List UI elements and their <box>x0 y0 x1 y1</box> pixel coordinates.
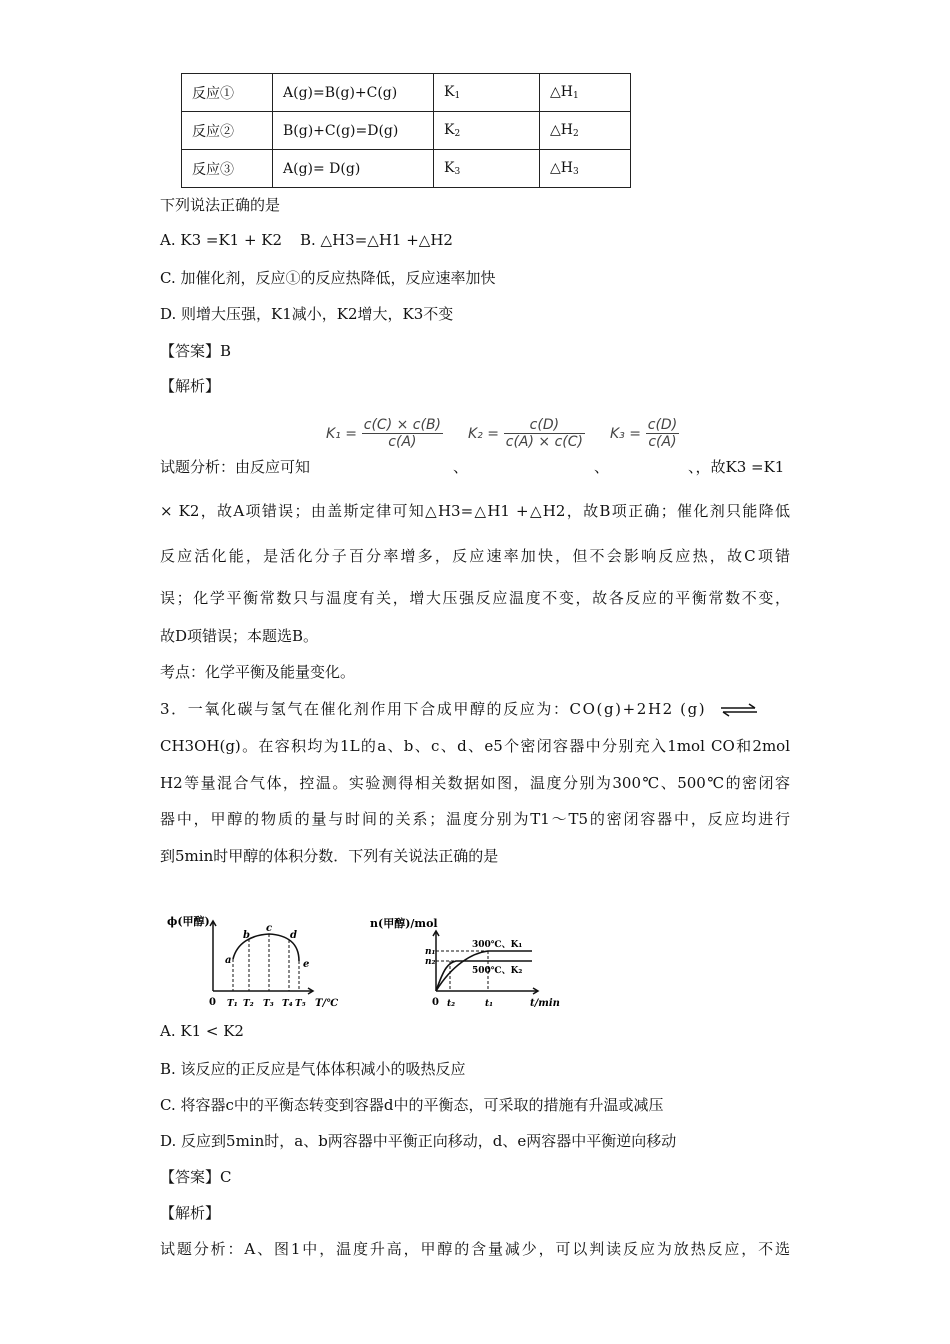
reaction-row <box>182 74 631 112</box>
q2-prompt: 下列说法正确的是 <box>160 196 281 214</box>
reaction-name: 反应① <box>192 85 234 102</box>
q3-line-4: 器中，甲醇的物质的量与时间的关系；温度分别为T1～T5的密闭容器中，反应均进行 <box>160 810 790 828</box>
reaction-equation-cell <box>273 74 434 112</box>
q3-line-5: 到5min时甲醇的体积分数．下列有关说法正确的是 <box>160 847 499 865</box>
kaodian: 考点：化学平衡及能量变化。 <box>160 663 356 681</box>
fig2-origin: 0 <box>432 997 439 1008</box>
equilibrium-constant-subscript: 3 <box>454 167 461 177</box>
q2-analysis-heading: 【解析】 <box>160 377 221 395</box>
equilibrium-constant-subscript: 1 <box>454 91 461 101</box>
fig2-xlabel: t/min <box>530 998 560 1009</box>
k3-fraction <box>646 417 679 450</box>
fig2-ylabel: n(甲醇)/mol <box>370 917 438 930</box>
enthalpy-change-cell <box>540 150 631 188</box>
k2-fraction <box>504 417 585 450</box>
fig1-point-a: a <box>225 955 232 966</box>
equilibrium-constant-cell <box>434 74 540 112</box>
q3-line-2: CH3OH(g)。在容积均为1L的a、b、c、d、e5个密闭容器中分别充入1mol CO和2mol <box>160 737 790 755</box>
q3-option-b: B. 该反应的正反应是气体体积减小的吸热反应 <box>160 1060 466 1078</box>
equilibrium-constant: K <box>444 84 455 100</box>
fig1-point-e: e <box>303 959 310 970</box>
enthalpy-change-subscript: 1 <box>572 91 579 101</box>
fig1-origin: 0 <box>209 997 216 1008</box>
reaction-name-cell <box>182 74 273 112</box>
equilibrium-constant-cell <box>434 150 540 188</box>
k2-denominator: c(A) × c(C) <box>505 434 583 450</box>
fig1-point-d: d <box>290 930 297 941</box>
k1-formula <box>326 417 443 450</box>
q3-line-1 <box>160 698 759 719</box>
analysis-line-4: 误；化学平衡常数只与温度有关，增大压强反应温度不变，故各反应的平衡常数不变， <box>160 589 790 607</box>
fig1-tick-t3: T₃ <box>263 999 274 1009</box>
fig1-tick-t5: T₅ <box>295 999 306 1009</box>
k2-formula <box>468 417 585 450</box>
fig1-point-b: b <box>243 930 250 941</box>
q3-option-c: C. 将容器c中的平衡态转变到容器d中的平衡态，可采取的措施有升温或减压 <box>160 1096 664 1114</box>
fig1-point-c: c <box>266 923 273 934</box>
reaction-name-cell <box>182 150 273 188</box>
q3-answer: 【答案】C <box>160 1168 232 1186</box>
k3-formula <box>610 417 679 450</box>
k3-lhs: K₃ = <box>610 425 641 442</box>
q3-option-d: D. 反应到5min时，a、b两容器中平衡正向移动，d、e两容器中平衡逆向移动 <box>160 1132 677 1150</box>
reaction-equation: A(g)=B(g)+C(g) <box>283 84 398 101</box>
k2-lhs: K₂ = <box>468 425 499 442</box>
fig1-xlabel: T/℃ <box>315 998 339 1009</box>
enthalpy-change: △H <box>550 122 573 138</box>
k1-lhs: K₁ = <box>326 425 357 442</box>
q2-option-d: D. 则增大压强，K1减小，K2增大，K3不变 <box>160 305 454 323</box>
fig2-curve-300-label: 300℃、K₁ <box>472 940 523 950</box>
q2-option-c: C. 加催化剂，反应①的反应热降低，反应速率加快 <box>160 269 496 287</box>
fig2-t2-label: t₂ <box>447 999 456 1009</box>
q3-analysis-line-1: 试题分析：A、图1中，温度升高，甲醇的含量减少，可以判读反应为放热反应，不选 <box>160 1240 790 1258</box>
reaction-row <box>182 112 631 150</box>
k2-numerator: c(D) <box>504 417 585 434</box>
enthalpy-change: △H <box>550 160 573 176</box>
q3-analysis-heading: 【解析】 <box>160 1204 221 1222</box>
q3-line-3: H2等量混合气体，控温。实验测得相关数据如图，温度分别为300℃、500℃的密闭容 <box>160 774 790 792</box>
equilibrium-constant: K <box>444 160 455 176</box>
equilibrium-arrow-icon <box>719 702 759 718</box>
separator: 、 <box>453 458 469 476</box>
fig1-tick-t4: T₄ <box>282 999 293 1009</box>
fig2-n1-label: n₁ <box>425 947 436 957</box>
k3-numerator: c(D) <box>647 417 678 433</box>
q2-option-a: A. K3 =K1 + K2 <box>160 231 283 249</box>
q2-answer: 【答案】B <box>160 342 232 360</box>
fig2-n2-label: n₂ <box>425 957 436 967</box>
reaction-equation-cell <box>273 112 434 150</box>
fig2-curve-500-label: 500℃、K₂ <box>472 966 523 976</box>
k3-denominator: c(A) <box>648 434 677 450</box>
enthalpy-change-subscript: 2 <box>572 129 579 139</box>
k1-denominator: c(A) <box>388 434 417 450</box>
equilibrium-constant: K <box>444 122 455 138</box>
figure-1-volume-fraction <box>165 913 345 1013</box>
reaction-name: 反应③ <box>192 161 234 178</box>
reaction-table <box>181 73 631 188</box>
reaction-equation: A(g)= D(g) <box>283 160 361 177</box>
fig1-tick-t1: T₁ <box>227 999 238 1009</box>
separator: 、 <box>594 458 610 476</box>
reaction-equation: B(g)+C(g)=D(g) <box>283 122 399 139</box>
equilibrium-constant-cell <box>434 112 540 150</box>
fig2-t1-label: t₁ <box>485 999 494 1009</box>
enthalpy-change-cell <box>540 112 631 150</box>
analysis-line-3: 反应活化能，是活化分子百分率增多，反应速率加快，但不会影响反应热，故C项错 <box>160 547 790 565</box>
reaction-row <box>182 150 631 188</box>
enthalpy-change-cell <box>540 74 631 112</box>
analysis-line-5: 故D项错误；本题选B。 <box>160 627 319 645</box>
fig1-tick-t2: T₂ <box>243 999 254 1009</box>
q3-option-a: A. K1 < K2 <box>160 1022 244 1040</box>
figure-2-methanol-amount <box>368 913 568 1013</box>
k1-fraction <box>362 417 443 450</box>
reaction-equation-cell <box>273 150 434 188</box>
q2-option-b: B. △H3=△H1 +△H2 <box>300 231 453 249</box>
fig1-ylabel: ϕ(甲醇) <box>167 915 210 928</box>
enthalpy-change-subscript: 3 <box>572 167 579 177</box>
enthalpy-change: △H <box>550 84 573 100</box>
analysis-line-2: × K2，故A项错误；由盖斯定律可知△H3=△H1 +△H2，故B项正确；催化剂只能降低 <box>160 502 790 520</box>
equilibrium-constant-subscript: 2 <box>454 129 461 139</box>
reaction-name: 反应② <box>192 123 234 140</box>
k1-numerator: c(C) × c(B) <box>363 417 442 433</box>
reaction-name-cell <box>182 112 273 150</box>
analysis-suffix: 、，故K3 =K1 <box>688 458 785 476</box>
q3-line-1-text: 3．一氧化碳与氢气在催化剂作用下合成甲醇的反应为：CO(g)+2H2 (g) <box>160 700 707 718</box>
analysis-prefix: 试题分析：由反应可知 <box>160 458 311 476</box>
